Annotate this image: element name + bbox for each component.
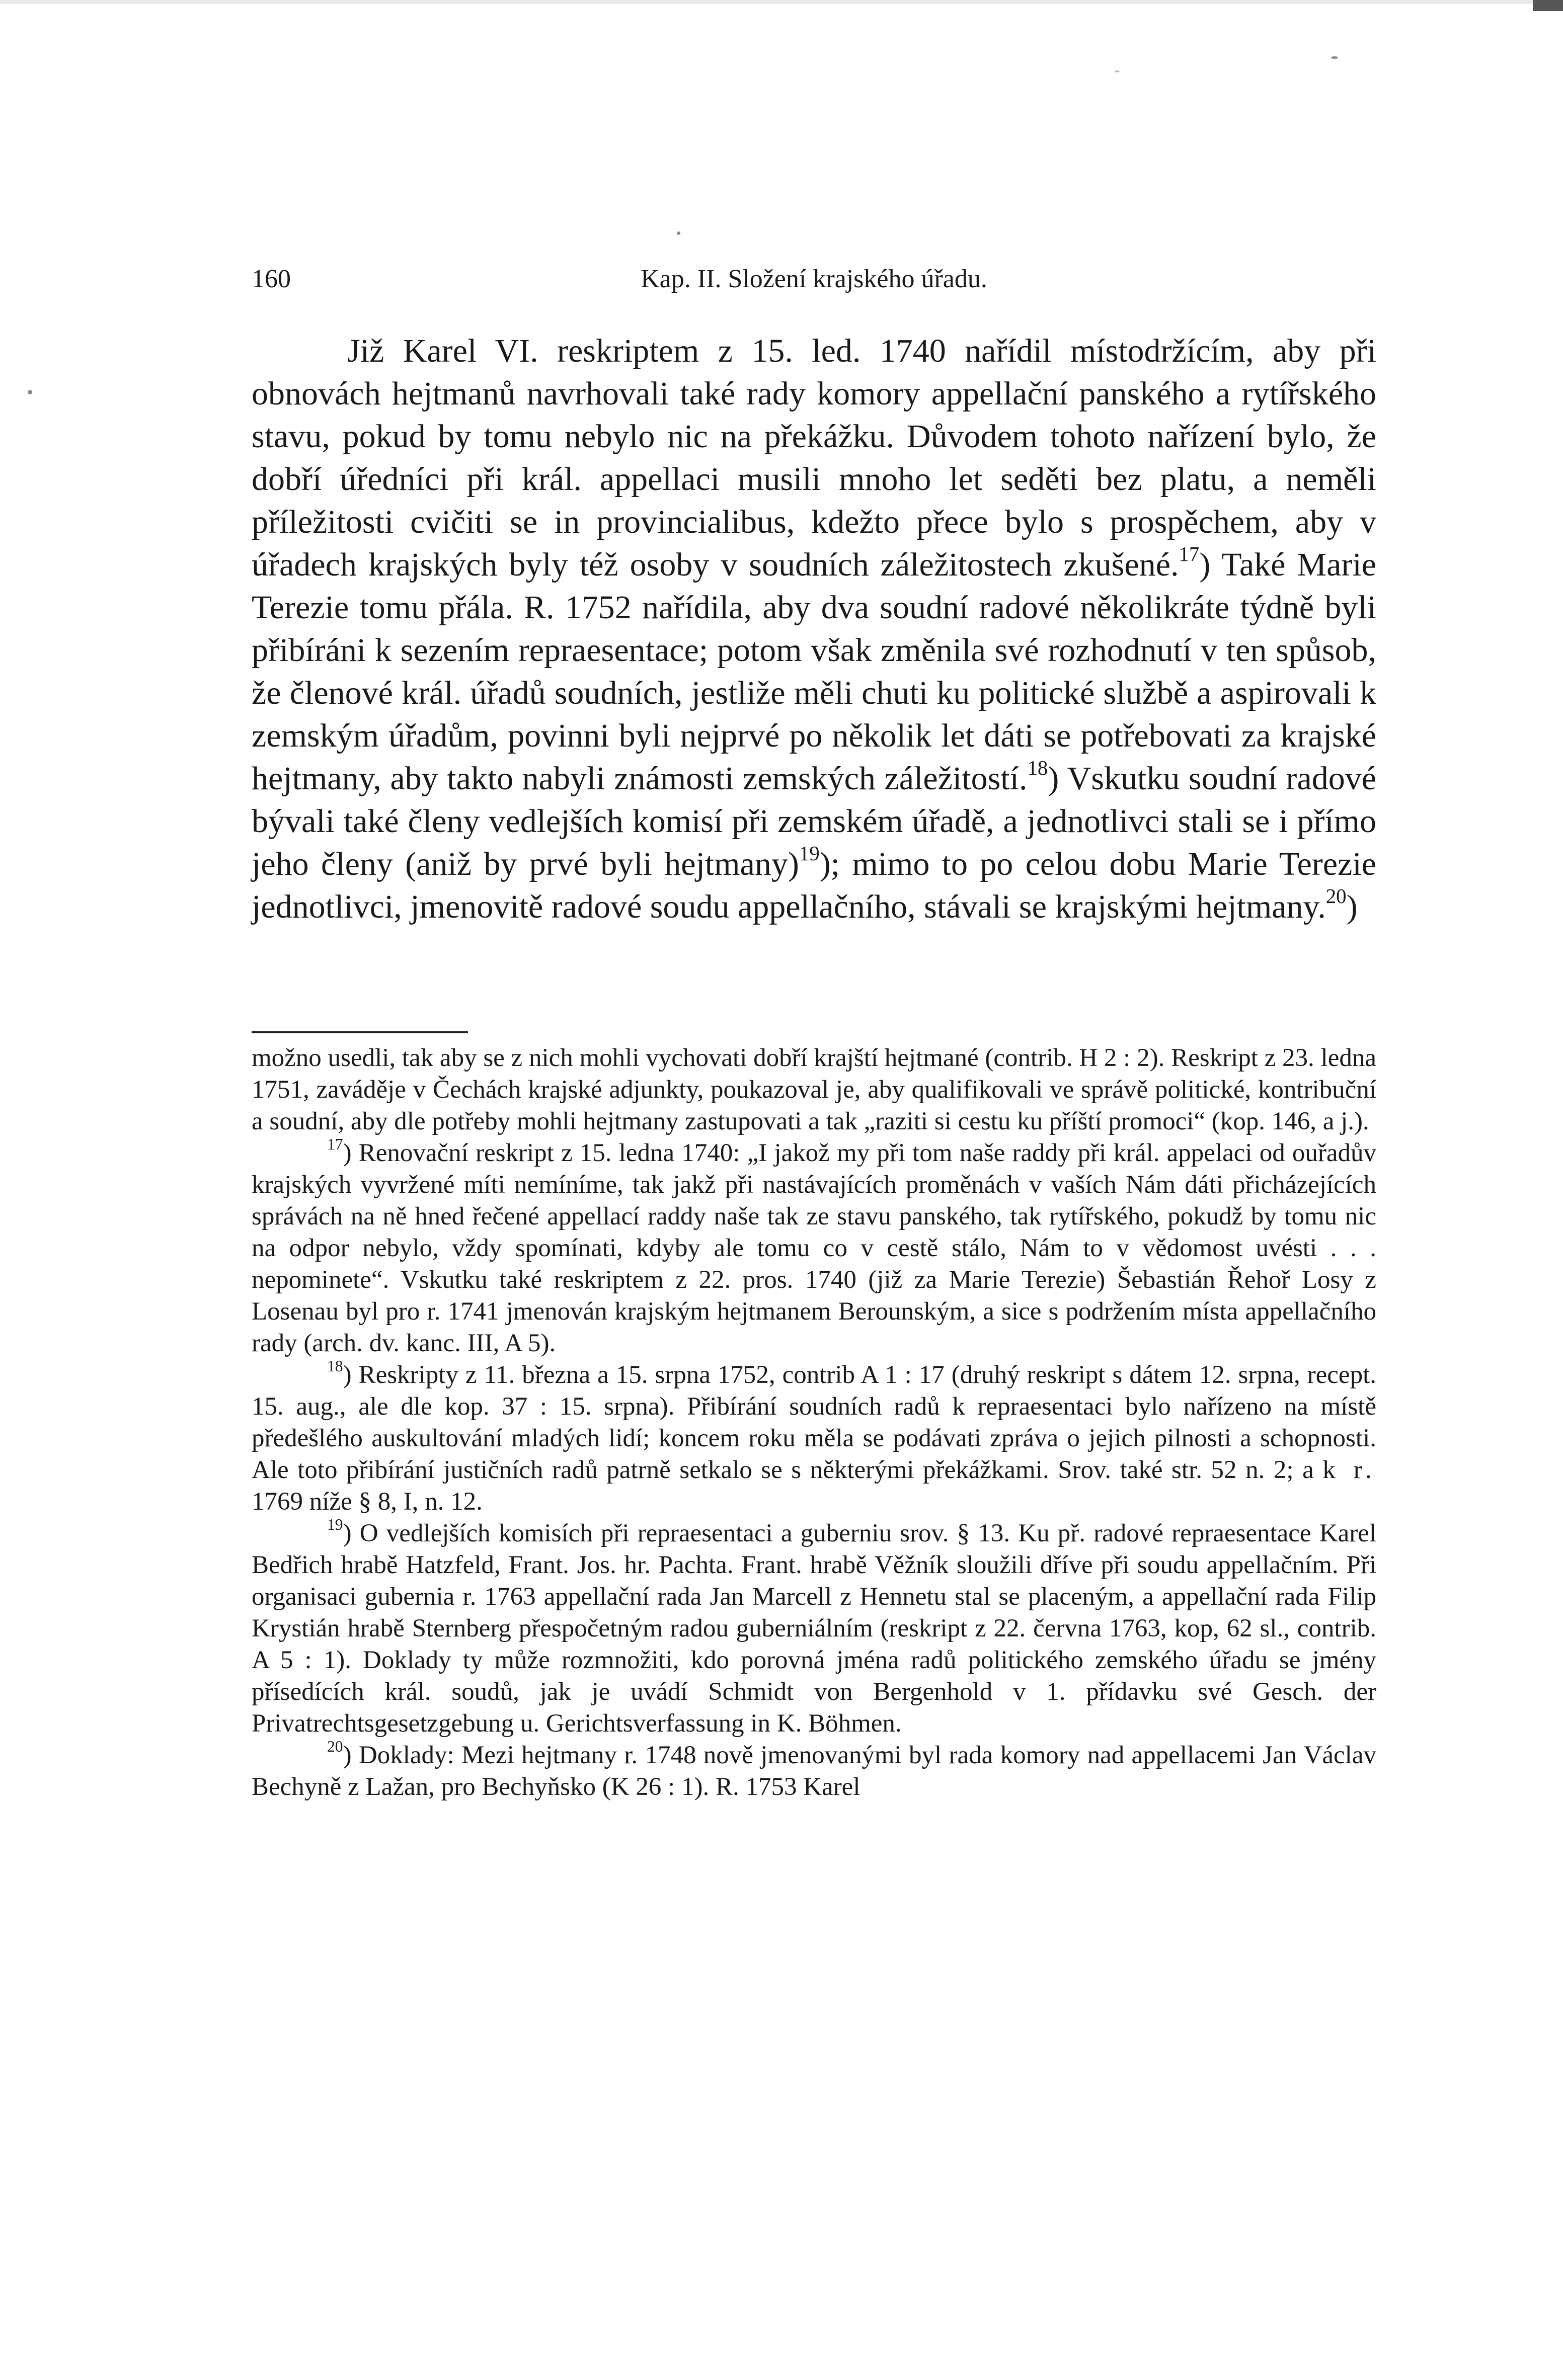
body-text-part: Již Karel VI. reskriptem z 15. led. 1740 nařídil místodržícím, aby při obnovách hejtmanů navrhovali také rady komory appellační panského a rytířského stavu, pokud by tomu nebylo nic na překážku. Důvodem tohoto nařízení bylo, že dobří úředníci při král. appellaci musili mnoho let seděti bez platu, a neměli příležitosti cvičiti se in provincialibus, kdežto přece bylo s prospěchem, aby v úřadech krajských byly též osoby v soudních záležitostech zkušené.	[252, 333, 1376, 583]
footnote-text: ) Reskripty z 11. března a 15. srpna 1752, contrib A 1 : 17 (druhý reskript s dátem 12. srpna, recept. 15. aug., ale dle kop. 37 : 15. srpna). Přibírání soudních radů k repraesentaci bylo nařízeno na místě předešlého auskultování mladých lidí; koncem roku měla se podávati zpráva o jejich pilnosti a schopnosti. Ale toto přibírání justičních radů patrně setkalo se s některými překážkami. Srov. také str. 52 n. 2; a	[252, 1361, 1376, 1484]
scan-top-edge	[0, 0, 1563, 4]
footnote-mark: 19	[327, 1516, 343, 1534]
footnote-text: ) Doklady: Mezi hejtmany r. 1748 nově jmenovanými byl rada komory nad appellacemi Jan Václav Bechyně z Lažan, pro Bechyňsko (K 26 : 1). R. 1753 Karel	[252, 1741, 1376, 1801]
footnote-text: 1769 níže § 8, I, n. 12.	[252, 1488, 483, 1516]
scan-speck	[1331, 56, 1338, 59]
page-header	[252, 264, 1376, 299]
footnote-mark: 18	[327, 1357, 343, 1375]
footnote-20	[252, 1740, 1376, 1803]
scan-speck	[677, 231, 680, 235]
body-text-part: ); mimo to po celou dobu Marie Terezie jednotlivci, jmenovitě radové soudu appellačního, stávali se krajskými hejtmany.	[252, 846, 1376, 925]
scan-corner-mark	[1533, 0, 1563, 11]
footnote-ref-20: 20	[1325, 884, 1347, 908]
running-title: Kap. II. Složení krajského úřadu.	[641, 265, 987, 293]
footnote-continuation: možno usedli, tak aby se z nich mohli vychovati dobří krajští hejtmané (contrib. H 2 : 2). Reskript z 23. ledna 1751, zaváděje v Čechách krajské adjunkty, poukazoval je, aby qualifikovali ve správě politické, kontribuční a soudní, aby dle potřeby mohli hejtmany zastupovati a tak „raziti si cestu ku příští promoci“ (kop. 146, a j.).	[252, 1044, 1376, 1135]
footnote-text: ) O vedlejších komisích při repraesentaci a guberniu srov. § 13. Ku př. radové repraesentace Karel Bedřich hrabě Hatzfeld, Frant. Jos. hr. Pachta. Frant. hrabě Věžník sloužili dříve při soudu appellačním. Při organisaci gubernia r. 1763 appellační rada Jan Marcell z Hennetu stal se placeným, a appellační rada Filip Krystián hrabě Sternberg přespočetným radou guberniálním (reskript z 22. června 1763, kop, 62 sl., contrib. A 5 : 1). Doklady ty může rozmnožiti, kdo porovná jména radů politického zemského úřadu se jmény přísedících král. soudů, jak je uvádí Schmidt von Bergenhold v 1. přídavku své Gesch. der Privatrechtsgesetzgebung u. Gerichtsverfassung in K. Böhmen.	[252, 1519, 1376, 1738]
footnote-text: ) Renovační reskript z 15. ledna 1740: „I jakož my při tom naše raddy při král. appelaci od ouřadův krajských vyvržené míti nemíníme, tak jakž při nastávajících proměnách v vaších Nám dáti přicházejících správách na ně hned řečené appellací raddy naše tak ze stavu panského, tak rytířského, pokudž by tomu nic na odpor nebylo, vždy spomínati, kdyby ale tomu co v cestě stálo, Nám to v vědomost uvésti . . . nepominete“. Vskutku také reskriptem z 22. pros. 1740 (již za Marie Terezie) Šebastián Řehoř Losy z Losenau byl pro r. 1741 jmenován krajským hejtmanem Berounským, a sice s podržením místa appellačního rady (arch. dv. kanc. III, A 5).	[252, 1139, 1376, 1357]
footnote-spaced-text: k r.	[1322, 1456, 1376, 1484]
footnote-separator	[252, 1031, 468, 1033]
footnote-17	[252, 1137, 1376, 1359]
footnote-ref-18: 18	[1027, 756, 1048, 779]
footnote-mark: 20	[327, 1738, 343, 1756]
scan-speck	[28, 390, 32, 394]
body-paragraph	[252, 330, 1376, 928]
footnote-ref-17: 17	[1179, 542, 1200, 565]
main-text	[252, 330, 1376, 928]
page-number: 160	[252, 265, 291, 293]
footnotes	[252, 1042, 1376, 1803]
body-text-part: ) Vskutku soudní radové bývali také členy vedlejších komisí při zemském úřadě, a jednotlivci stali se i přímo jeho členy (aniž by prvé byli hejtmany)	[252, 760, 1377, 882]
body-text-part: ) Také Marie Terezie tomu přála. R. 1752 nařídila, aby dva soudní radové několikráte týdně byli přibíráni k sezením repraesentace; potom však změnila své rozhodnutí v ten spůsob, že členové král. úřadů soudních, jestliže měli chuti ku politické službě a aspirovali k zemským úřadům, povinni byli nejprvé po několik let dáti se potřebovati za krajské hejtmany, aby takto nabyli známosti zemských záležitostí.	[252, 546, 1376, 797]
body-text-part: )	[1346, 888, 1358, 925]
footnote-19	[252, 1518, 1376, 1740]
footnote-18	[252, 1359, 1376, 1518]
footnote-mark: 17	[327, 1135, 343, 1154]
scan-speck	[1115, 70, 1120, 72]
footnote-ref-19: 19	[799, 842, 820, 865]
